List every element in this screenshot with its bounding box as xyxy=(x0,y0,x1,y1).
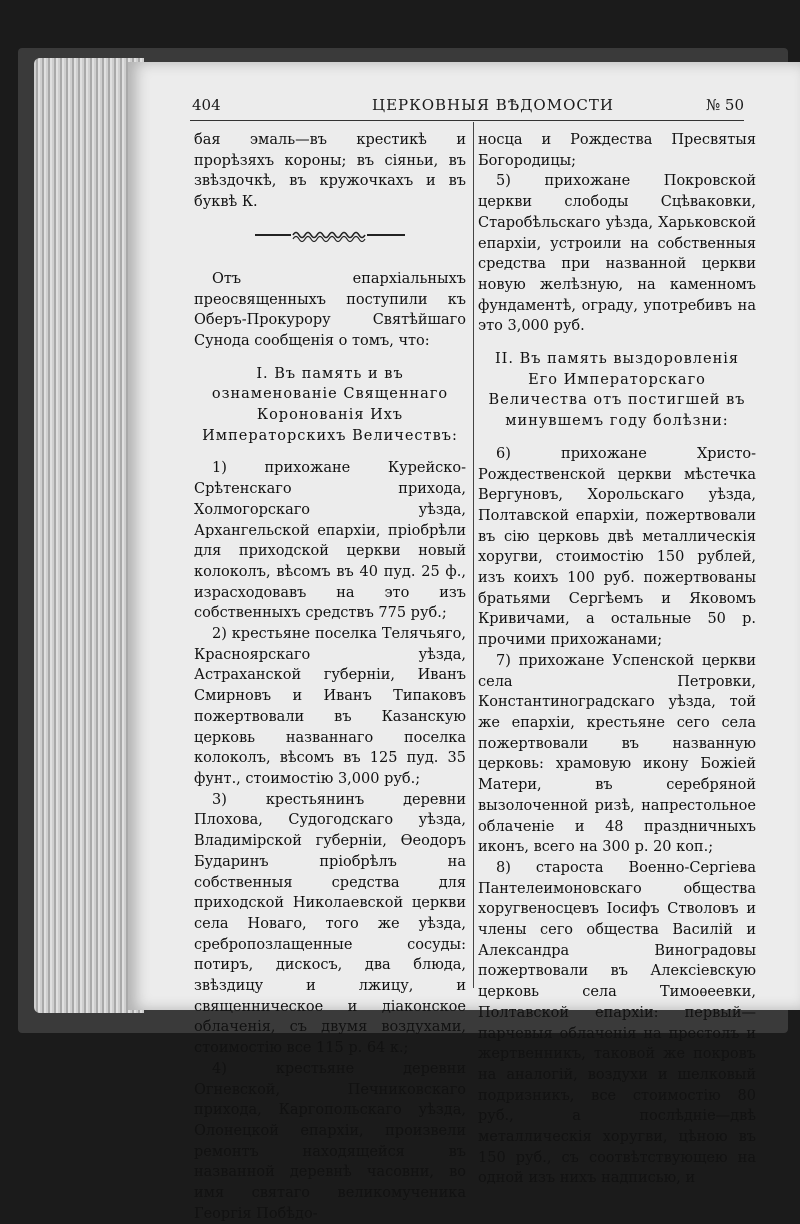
list-item: 6) прихожане Христо-Рождественской церкви мѣстечка Вергуновъ, Хорольскаго уѣзда, Полтавской епархіи, пожертвовали въ сію церковь двѣ металлическія хоругви, стоимостію 150 рублей, изъ коихъ 100 руб. пожертвованы братьями Сергѣемъ и Яковомъ Кривичами, а остальные 50 р. прочими прихожанами; xyxy=(478,445,756,649)
paragraph: бая эмаль—въ крестикѣ и прорѣзяхъ короны; въ сіяньи, въ звѣздочкѣ, въ кружочкахъ и въ буквѣ К. xyxy=(194,132,466,211)
journal-title: ЦЕРКОВНЫЯ ВѢДОМОСТИ xyxy=(372,96,614,114)
page-header xyxy=(192,96,744,118)
list-item: 8) староста Военно-Сергіева Пантелеимоновскаго общества хоругвеносцевъ Іосифъ Стволовъ и члены сего общества Василій и Александра Виноградовы пожертвовали въ Алексіевскую церковь села Тимоѳеевки, Полтавской епархіи: первый—парчевыя облаченія на престолъ и жертвенникъ, таковой же покровъ на аналогій, воздухи и шелковый подризникъ, все стоимостію 80 руб., а послѣдніе—двѣ металлическія хоругви, цѣною въ 150 руб., съ соотвѣтствующею на одной изъ нихъ надписью, и xyxy=(478,859,756,1187)
page-number: 404 xyxy=(192,96,221,114)
ornament-divider xyxy=(194,213,466,257)
paragraph: носца и Рождества Пресвятыя Богородицы; xyxy=(478,132,756,169)
column-divider xyxy=(473,122,474,988)
paragraph-intro: Отъ епархіальныхъ преосвященныхъ поступили къ Оберъ-Прокурору Святѣйшаго Сунода сообщенія о томъ, что: xyxy=(194,270,466,349)
left-column xyxy=(194,130,466,1224)
list-item: 2) крестьяне поселка Телячьяго, Красноярскаго уѣзда, Астраханской губерніи, Иванъ Смирновъ и Иванъ Типаковъ пожертвовали въ Казанскую церковь названнаго поселка колоколъ, вѣсомъ въ 125 пуд. 35 фунт., стоимостію 3,000 руб.; xyxy=(194,626,466,787)
right-column xyxy=(478,130,756,1189)
header-rule xyxy=(190,120,744,121)
issue-number: № 50 xyxy=(705,96,744,114)
list-item: 1) прихожане Курейско-Срѣтенскаго прихода, Холмогорскаго уѣзда, Архангельской епархіи, пріобрѣли для приходской церкви новый колоколъ, вѣсомъ въ 40 пуд. 25 ф., израсходовавъ на это изъ собственныхъ средствъ 775 руб.; xyxy=(194,460,466,622)
list-item: 7) прихожане Успенской церкви села Петровки, Константиноградскаго уѣзда, той же епархіи, крестьяне сего села пожертвовали въ названную церковь: храмовую икону Божіей Матери, въ серебряной вызолоченной ризѣ, напрестольное облаченіе и 48 праздничныхъ иконъ, всего на 300 р. 20 коп.; xyxy=(478,652,756,856)
list-item: 3) крестьянинъ деревни Плохова, Судогодскаго уѣзда, Владимірской губерніи, Ѳеодоръ Бударинъ пріобрѣлъ на собственныя средства для приходской Николаевской церкви села Новаго, того же уѣзда, сребропозлащенные сосуды: потиръ, дискосъ, два блюда, звѣздицу и лжицу, и священническое и діаконское облаченія, съ двумя воздухами, стоимостію все 115 р. 64 к.; xyxy=(194,791,466,1057)
list-item: 5) прихожане Покровской церкви слободы Сцѣваковки, Старобѣльскаго уѣзда, Харьковской епархіи, устроили на собственныя средства при названной церкви новую желѣзную, на каменномъ фундаментѣ, ограду, употребивъ на это 3,000 руб. xyxy=(478,173,756,335)
section-heading: II. Въ память выздоровленія Его Императорскаго Величества отъ постигшей въ минувшемъ году болѣзни: xyxy=(488,351,746,430)
section-heading: I. Въ память и въ ознаменованіе Священнаго Коронованія Ихъ Императорскихъ Величествъ: xyxy=(202,365,458,444)
list-item: 4) крестьяне деревни Огневской, Печниковскаго прихода, Каргопольскаго уѣзда, Олонецкой епархіи, произвели ремонтъ находящейся въ названной деревнѣ часовни, во имя святаго великомученика Георгія Побѣдо- xyxy=(194,1060,466,1222)
